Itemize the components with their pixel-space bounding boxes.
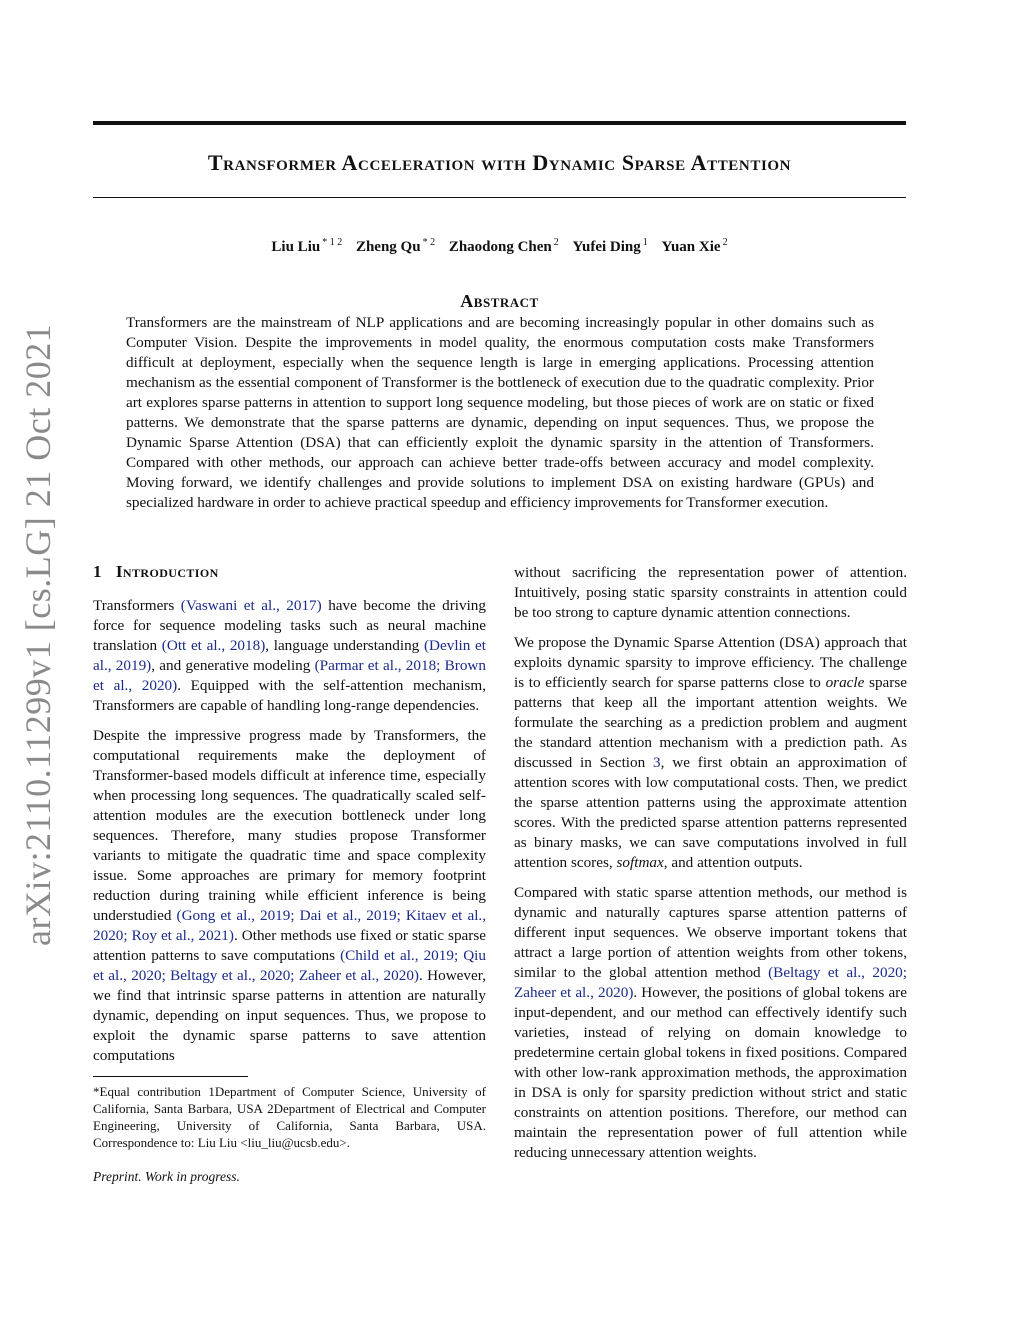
author: Liu Liu $^{* 1 2}$: [271, 237, 343, 255]
author-list: [93, 232, 906, 258]
citation-link[interactable]: (Gong et al., 2019; Dai et al., 2019; Kitaev et al., 2020; Roy et al., 2021): [93, 907, 487, 944]
abstract-heading: Abstract: [460, 291, 539, 311]
paragraph-text: sparse patterns that keep all the important attention weights. We formulate the searching as a prediction problem and augment the standard attention mechanism with a prediction path. As discussed in Section: [514, 674, 907, 771]
citation-link[interactable]: (Beltagy et al., 2020; Zaheer et al., 2020): [514, 964, 907, 1001]
abstract-text: Transformers are the mainstream of NLP applications and are becoming increasingly popular in other domains such as Computer Vision. Despite the improvements in model quality, the enormous computation costs make Transformers difficult at deployment, especially when the sequence length is large in emerging applications. Processing attention mechanism as the essential component of Transformer is the bottleneck of execution due to the quadratic complexity. Prior art explores sparse patterns in attention to support long sequence modeling, but those pieces of work are on static or fixed patterns. We demonstrate that the sparse patterns are dynamic, depending on input sequences. Thus, we propose the Dynamic Sparse Attention (DSA) that can efficiently exploit the dynamic sparsity in the attention of Transformers. Compared with other methods, our approach can achieve better trade-offs between accuracy and model complexity. Moving forward, we identify challenges and provide solutions to implement DSA on existing hardware (GPUs) and specialized hardware in order to achieve practical speedup and efficiency improvements for Transformer execution.: [126, 314, 874, 511]
intro-paragraph-4: [514, 633, 907, 873]
footnote-rule: [93, 1076, 248, 1077]
paragraph-text: . Other methods use fixed or static sparse attention patterns to save computations: [93, 927, 487, 964]
citation-link[interactable]: (Ott et al., 2018): [161, 637, 266, 654]
paragraph-text: Transformers: [93, 597, 181, 614]
paragraph-text: We propose the Dynamic Sparse Attention (DSA) approach that exploits dynamic sparsity to improve efficiency. The challenge is to efficiently search for sparse patterns close to: [514, 634, 907, 691]
paragraph-text: . However, we find that intrinsic sparse patterns in attention are naturally dynamic, depending on input sequences. Thus, we propose to exploit the dynamic sparse patterns to save attention computations: [93, 967, 486, 1064]
title-rule-bottom: [93, 197, 906, 198]
paragraph-text: . Equipped with the self-attention mechanism, Transformers are capable of handling long-range dependencies.: [93, 677, 486, 714]
right-column: [514, 563, 907, 1173]
intro-paragraph-1: [93, 596, 486, 716]
intro-paragraph-2: [93, 726, 486, 1066]
title-rule-top: [93, 121, 906, 125]
paragraph-text: , we first obtain an approximation of attention scores with low computational costs. Then, we predict the sparse attention patterns using the approximate attention scores. With the predicted sparse attention patterns represented as binary masks, we can save computations involved in full attention scores,: [514, 754, 907, 871]
emphasized-text: softmax: [616, 854, 664, 871]
paragraph-text: . However, the positions of global tokens are input-dependent, and our method can effectively identify such varieties, instead of relying on domain knowledge to predetermine certain global tokens in fixed positions. Compared with other low-rank approximation methods, the approximation in DSA is only for sparsity prediction without strict and static constraints on attention positions. Therefore, our method can maintain the representation power of full attention while reducing unnecessary attention weights.: [514, 984, 907, 1161]
author: Zheng Qu $^{* 2}$: [355, 237, 436, 255]
paragraph-text: Despite the impressive progress made by Transformers, the computational requirements make the deployment of Transformer-based models difficult at inference time, especially when processing long sequences. The quadratically scaled self-attention modules are the execution bottleneck under long sequences. Therefore, many studies propose Transformer variants to mitigate the quadratic time and space complexity issue. Some approaches are primary for memory footprint reduction during training while efficient inference is being understudied: [93, 727, 486, 924]
paragraph-text: , language understanding: [265, 637, 424, 654]
section-heading-introduction: 1 Introduction: [93, 562, 219, 581]
citation-link[interactable]: (Parmar et al., 2018; Brown et al., 2020): [93, 657, 486, 694]
paragraph-text: have become the driving force for sequence modeling tasks such as neural machine translation: [93, 597, 486, 654]
arxiv-stamp: arXiv:2110.11299v1 [cs.LG] 21 Oct 2021: [18, 323, 58, 946]
intro-paragraph-3: [514, 563, 907, 623]
paragraph-text: without sacrificing the representation power of attention. Intuitively, posing static sparsity constraints in attention could be too strong to capture dynamic attention connections.: [514, 564, 907, 621]
emphasized-text: oracle: [825, 674, 865, 691]
citation-link[interactable]: (Devlin et al., 2019): [93, 637, 486, 674]
paper-title: Transformer Acceleration with Dynamic Sparse Attention: [207, 150, 792, 175]
citation-link[interactable]: (Child et al., 2019; Qiu et al., 2020; Beltagy et al., 2020; Zaheer et al., 2020): [93, 947, 486, 984]
affiliation-footnote: *Equal contribution 1Department of Computer Science, University of California, Santa Barbara, USA 2Department of Electrical and Computer Engineering, University of California, Santa Barbara, USA. Correspondence to: Liu Liu <liu_liu@ucsb.edu>.: [93, 1084, 486, 1150]
paragraph-text: , and attention outputs.: [663, 854, 803, 871]
intro-paragraph-5: [514, 883, 907, 1163]
author: Zhaodong Chen $^2$: [448, 237, 559, 255]
left-column: [93, 560, 486, 1185]
citation-link[interactable]: (Vaswani et al., 2017): [180, 597, 322, 614]
citation-link[interactable]: 3: [653, 754, 661, 771]
paragraph-text: Compared with static sparse attention methods, our method is dynamic and naturally captures sparse attention patterns of different input sequences. We observe important tokens that attract a large portion of attention weights from other tokens, similar to the global attention method: [514, 884, 907, 981]
author: Yuan Xie $^2$: [661, 237, 728, 255]
author: Yufei Ding $^1$: [572, 237, 648, 255]
paragraph-text: , and generative modeling: [151, 657, 315, 674]
preprint-notice: Preprint. Work in progress.: [93, 1169, 240, 1184]
